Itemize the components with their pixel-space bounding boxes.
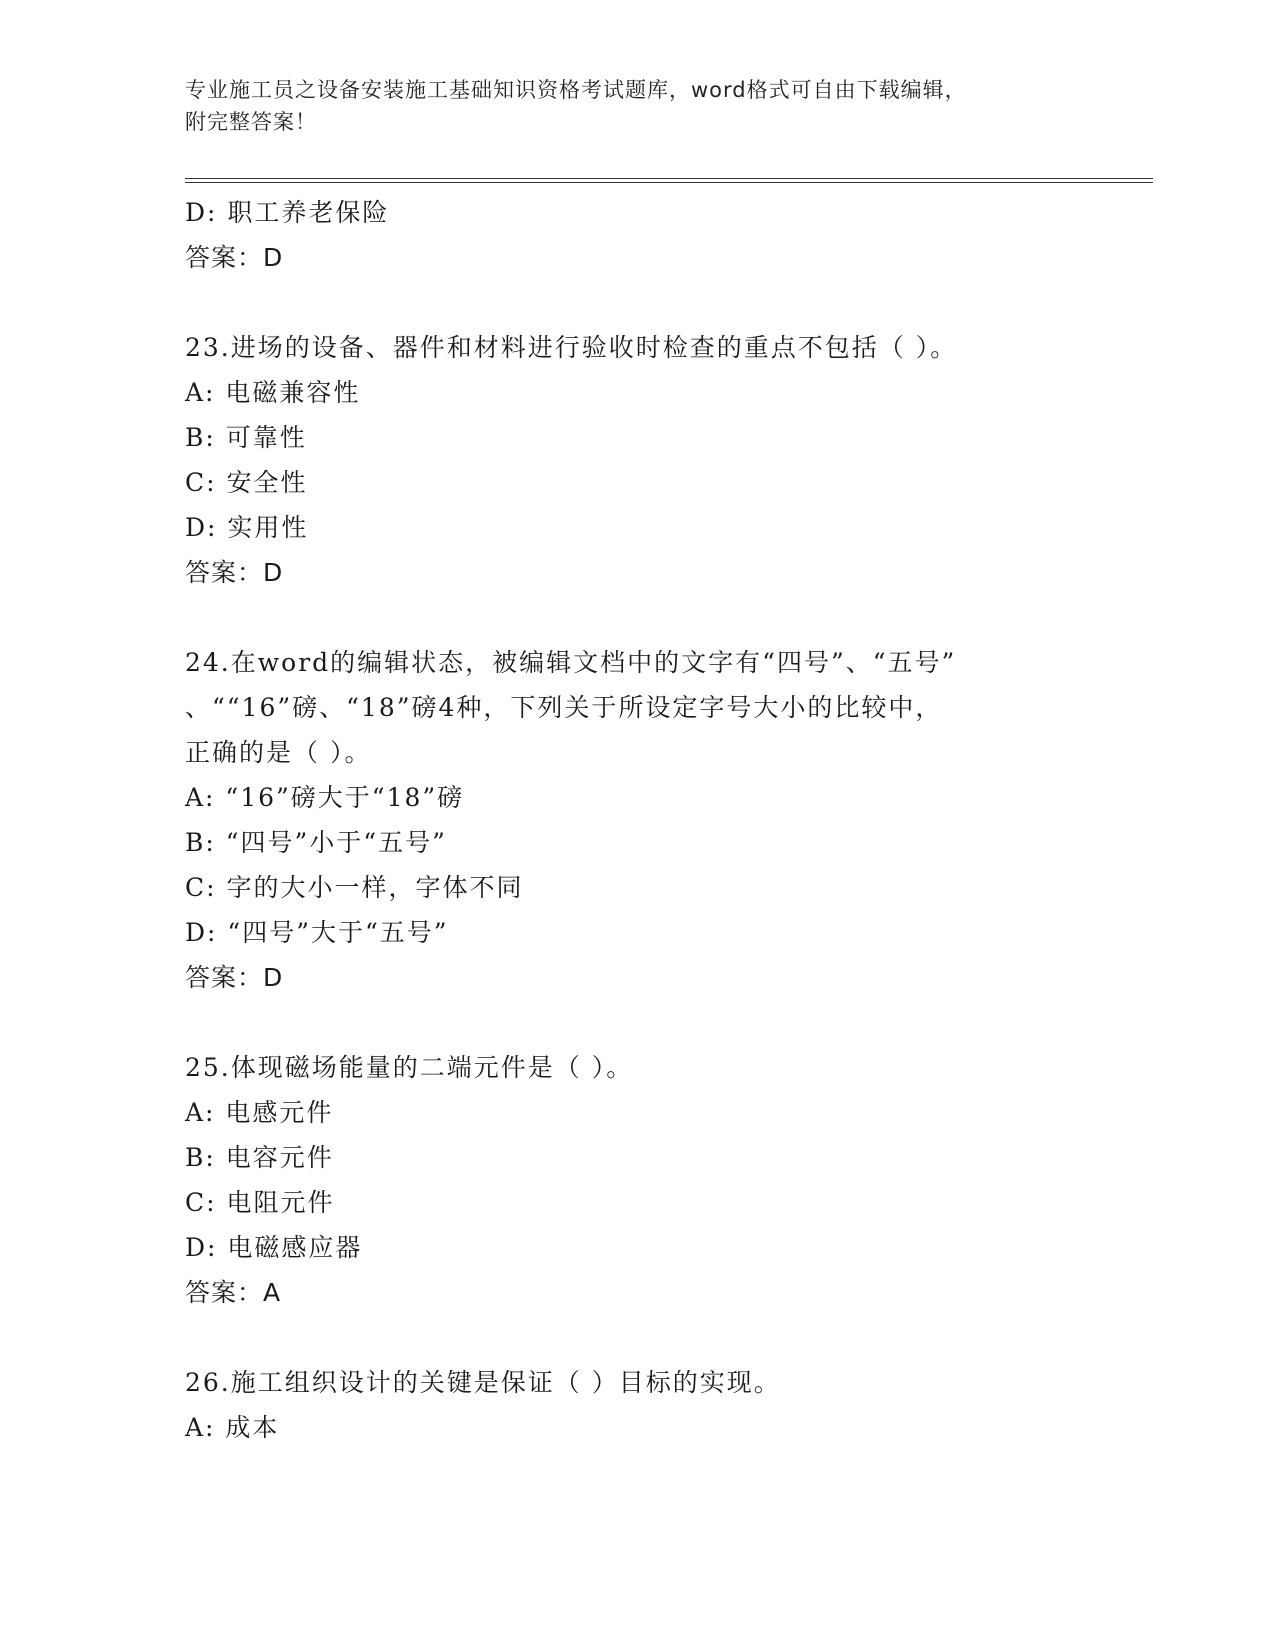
question-content <box>185 190 1085 1450</box>
option-b: B: 电容元件 <box>185 1143 334 1172</box>
answer-line: 答案：D <box>185 558 284 587</box>
spacer <box>185 280 1085 325</box>
question-stem: 25.体现磁场能量的二端元件是（ ）。 <box>185 1053 634 1082</box>
option-c: C: 电阻元件 <box>185 1188 335 1217</box>
option-c: C: 字的大小一样，字体不同 <box>185 873 524 902</box>
option-d: D: 电磁感应器 <box>185 1233 363 1262</box>
question-stem-line-2: 、““16”磅、“18”磅4种，下列关于所设定字号大小的比较中， <box>185 693 943 722</box>
question-stem: 26.施工组织设计的关键是保证（ ）目标的实现。 <box>185 1368 781 1397</box>
option-a: A: 电感元件 <box>185 1098 334 1127</box>
option-d: D: “四号”大于“五号” <box>185 918 449 947</box>
option-d: D: 职工养老保险 <box>185 198 390 227</box>
header-divider-top <box>185 178 1153 179</box>
option-b: B: “四号”小于“五号” <box>185 828 447 857</box>
question-25 <box>185 1045 1085 1315</box>
header-line-1: 专业施工员之设备安装施工基础知识资格考试题库，word格式可自由下载编辑， <box>185 78 967 102</box>
option-a: A: 电磁兼容性 <box>185 378 361 407</box>
answer-line: 答案：A <box>185 1278 282 1307</box>
option-a: A: “16”磅大于“18”磅 <box>185 783 465 812</box>
header-divider-bottom <box>185 182 1153 183</box>
question-stem-line-3: 正确的是（ ）。 <box>185 738 372 767</box>
spacer <box>185 595 1085 640</box>
option-b: B: 可靠性 <box>185 423 307 452</box>
question-26 <box>185 1360 1085 1450</box>
answer-line: 答案：D <box>185 243 284 272</box>
question-24 <box>185 640 1085 1000</box>
question-stem-line-1: 24.在word的编辑状态，被编辑文档中的文字有“四号”、“五号” <box>185 648 957 677</box>
option-a: A: 成本 <box>185 1413 280 1442</box>
document-header <box>185 74 1065 138</box>
option-c: C: 安全性 <box>185 468 308 497</box>
question-23 <box>185 325 1085 595</box>
option-d: D: 实用性 <box>185 513 309 542</box>
question-stem: 23.进场的设备、器件和材料进行验收时检查的重点不包括（ ）。 <box>185 333 958 362</box>
spacer <box>185 1315 1085 1360</box>
header-line-2: 附完整答案！ <box>185 110 317 134</box>
answer-line: 答案：D <box>185 963 284 992</box>
spacer <box>185 1000 1085 1045</box>
